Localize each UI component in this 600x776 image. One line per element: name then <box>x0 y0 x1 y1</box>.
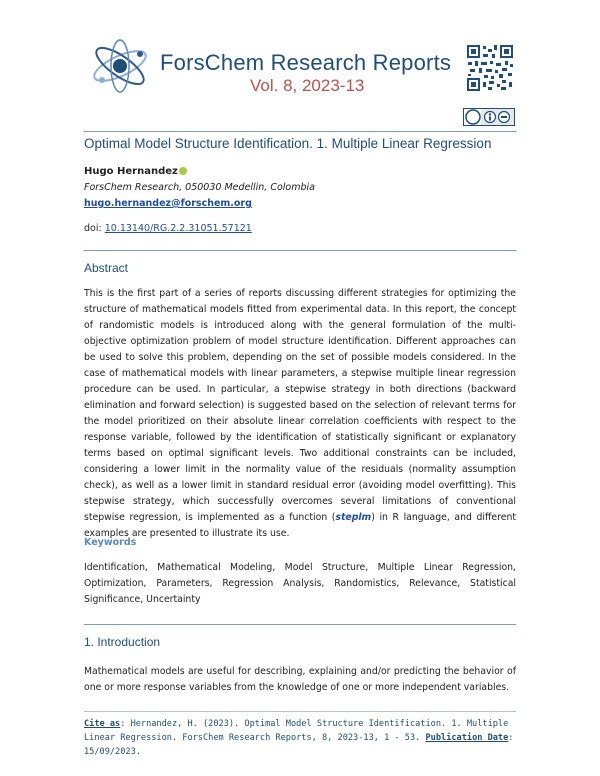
introduction-heading: 1. Introduction <box>84 635 161 649</box>
author-line <box>84 166 187 177</box>
intro-divider <box>84 624 516 625</box>
journal-volume: Vol. 8, 2023-13 <box>250 76 365 95</box>
abstract-text <box>84 286 516 542</box>
doi-line <box>84 223 252 234</box>
publication-date-label: Publication Date <box>425 733 509 743</box>
footer-divider <box>84 711 516 712</box>
author-email-link[interactable]: hugo.hernandez@forschem.org <box>84 198 252 209</box>
qr-code-icon <box>466 44 514 92</box>
abstract-top-divider <box>84 250 516 251</box>
abstract-heading: Abstract <box>84 261 129 275</box>
publication-date: : 15/09/2023. <box>84 733 514 757</box>
orcid-icon[interactable] <box>179 167 187 175</box>
keywords-text: Identification, Mathematical Modeling, Model Structure, Multiple Linear Regression, Optimization, Parameters, Regression Analysis, Randomistics, Relevance, Statistical Significance, Uncertainty <box>84 562 516 605</box>
abstract-text-part1: This is the first part of a series of reports discussing different strategies for optimizing the structure of mathematical models fitted from experimental data. In this report, the concept of randomistic models is introduced along with the general formulation of the multi-objective optimization problem of model structure identification. Different approaches can be used to solve this problem, depending on the set of possible models considered. In the case of mathematical models with linear parameters, a stepwise multiple linear regression procedure can be used. In particular, a stepwise strategy in both directions (backward elimination and forward selection) is suggested based on the selection of relevant terms for the model prioritized on their absolute linear correlation coefficients with respect to the response variable, followed by the identification of statistically significant or explanatory terms based on optimal significant levels. Two additional constraints can be included, considering a lower limit in the normality value of the residuals (normality assumption check), as well as a lower limit in standard residual error (avoiding model overfitting). This stepwise strategy, which successfully overcomes several limitations of conventional stepwise regression, is implemented as a function ( <box>84 288 516 523</box>
keywords-heading: Keywords <box>84 537 137 548</box>
affiliation: ForsChem Research, 050030 Medellin, Colombia <box>84 182 315 193</box>
header-divider <box>84 131 516 132</box>
cite-label: Cite as <box>84 719 121 729</box>
paper-title: Optimal Model Structure Identification. 1. Multiple Linear Regression <box>84 136 492 151</box>
introduction-text: Mathematical models are useful for describing, explaining and/or predicting the behavior of one or more response variables from the knowledge of one or more independent variables. <box>84 666 516 693</box>
abstract-text-part2: ) in R language, and different examples are presented to illustrate its use. <box>84 512 516 539</box>
author-name: Hugo Hernandez <box>84 166 178 177</box>
creative-commons-by-icon[interactable] <box>463 108 515 126</box>
cite-text: : Hernandez, H. (2023). Optimal Model Structure Identification. 1. Multiple Linear Regression. ForsChem Research Reports, 8, 2023-13, 1 - 53. <box>84 719 509 743</box>
journal-title: ForsChem Research Reports <box>160 50 452 75</box>
citation-block <box>84 717 516 759</box>
doi-label: doi: <box>84 223 102 234</box>
forschem-logo-icon <box>88 36 152 96</box>
doi-link[interactable]: 10.13140/RG.2.2.31051.57121 <box>104 223 252 234</box>
function-name: steplm <box>335 512 372 523</box>
